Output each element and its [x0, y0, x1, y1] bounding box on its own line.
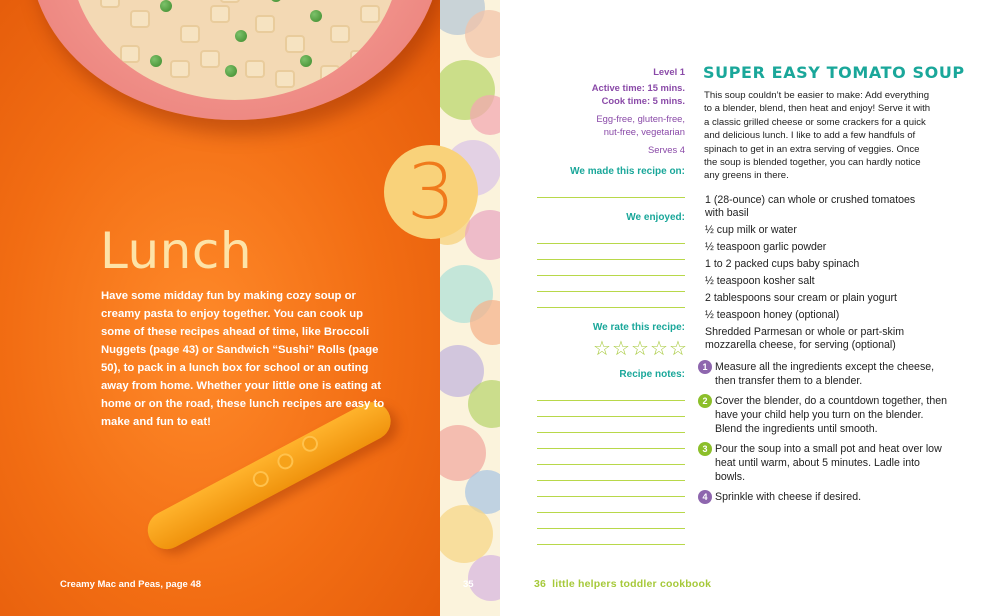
- notes-line-2: [537, 416, 685, 417]
- star-icon[interactable]: ☆: [631, 338, 648, 360]
- difficulty-level: Level 1: [653, 66, 685, 77]
- step-number-badge: 2: [698, 394, 712, 408]
- recipe-title: SUPER EASY TOMATO SOUP: [703, 63, 965, 82]
- decorative-dot-strip: [440, 0, 500, 616]
- notes-line-4: [537, 448, 685, 449]
- ingredient-item: Shredded Parmesan or whole or part-skim mozzarella cheese, for serving (optional): [705, 326, 905, 351]
- ingredient-item: 1 to 2 packed cups baby spinach: [705, 258, 860, 270]
- star-icon[interactable]: ☆: [593, 338, 610, 360]
- ingredient-item: ½ teaspoon garlic powder: [705, 241, 827, 253]
- photo-caption: Creamy Mac and Peas, page 48: [60, 579, 201, 590]
- right-page-number: 36: [534, 578, 547, 590]
- enjoyed-line-5: [537, 307, 685, 308]
- chapter-title: Lunch: [100, 222, 253, 280]
- notes-label: Recipe notes:: [619, 369, 685, 380]
- enjoyed-line-4: [537, 291, 685, 292]
- instruction-step: [698, 490, 948, 504]
- ingredient-item: ½ teaspoon honey (optional): [705, 309, 840, 321]
- made-on-label: We made this recipe on:: [570, 166, 685, 177]
- enjoyed-line-1: [537, 243, 685, 244]
- ingredient-item: ½ cup milk or water: [705, 224, 797, 236]
- enjoyed-line-2: [537, 259, 685, 260]
- step-text: Measure all the ingredients except the cheese, then transfer them to a blender.: [715, 361, 935, 387]
- ingredient-item: 1 (28-ounce) can whole or crushed tomatoes with basil: [705, 194, 916, 219]
- notes-line-10: [537, 544, 685, 545]
- made-on-line: [537, 197, 685, 198]
- recipe-meta: [515, 66, 685, 156]
- chapter-number-badge: 3: [384, 145, 478, 239]
- star-icon[interactable]: ☆: [612, 338, 629, 360]
- instruction-step: [698, 360, 948, 388]
- instruction-step: [698, 442, 948, 484]
- diet-tags-line1: Egg-free, gluten-free,: [596, 113, 685, 125]
- diet-tags-line2: nut-free, vegetarian: [603, 125, 685, 137]
- notes-line-5: [537, 464, 685, 465]
- pasta-bowl-photo: [30, 0, 440, 120]
- rate-label: We rate this recipe:: [592, 322, 685, 333]
- serves: Serves 4: [648, 144, 685, 156]
- step-number-badge: 1: [698, 360, 712, 374]
- notes-line-9: [537, 528, 685, 529]
- enjoyed-line-3: [537, 275, 685, 276]
- pasta-bowl-contents: [70, 0, 400, 100]
- instruction-list: [698, 360, 948, 510]
- left-page-number: 35: [463, 579, 474, 590]
- instruction-step: [698, 394, 948, 436]
- step-text: Pour the soup into a small pot and heat over low heat until warm, about 5 minutes. Ladle into bowls.: [715, 443, 942, 483]
- rating-stars[interactable]: [592, 336, 687, 361]
- step-number-badge: 3: [698, 442, 712, 456]
- notes-line-8: [537, 512, 685, 513]
- notes-line-7: [537, 496, 685, 497]
- book-title: little helpers toddler cookbook: [552, 578, 712, 590]
- star-icon[interactable]: ☆: [650, 338, 667, 360]
- enjoyed-label: We enjoyed:: [626, 212, 685, 223]
- chapter-intro: Have some midday fun by making cozy soup or creamy pasta to enjoy together. You can cook up some of these recipes ahead of time, like Broccoli Nuggets (page 43) or Sandwich “Sushi” Rolls (page 50), to pack in a lunch box for school or an outing away from home. Whether your little one is eating at home or on the road, these lunch recipes are easy to make and fun to eat!: [101, 290, 385, 428]
- page-footer: [534, 578, 711, 590]
- notes-line-6: [537, 480, 685, 481]
- recipe-description: This soup couldn’t be easier to make: Add everything to a blender, blend, then heat and enjoy! Serve it with a classic grilled cheese or some crackers for a quick and delicious lunch. I like to add a few handfuls of spinach to get in an extra serving of veggies. Once the soup is blended together, you can hardly notice any greens in there.: [704, 90, 931, 182]
- active-time: Active time: 15 mins.: [591, 82, 685, 94]
- ingredient-item: 2 tablespoons sour cream or plain yogurt: [705, 292, 897, 304]
- chapter-opener-page: [0, 0, 440, 616]
- cook-time: Cook time: 5 mins.: [601, 94, 685, 106]
- step-number-badge: 4: [698, 490, 712, 504]
- notes-line-1: [537, 400, 685, 401]
- step-text: Sprinkle with cheese if desired.: [715, 491, 862, 503]
- star-icon[interactable]: ☆: [669, 338, 686, 360]
- ingredient-list: [705, 194, 935, 356]
- step-text: Cover the blender, do a countdown together, then have your child help you turn on the blender. Blend the ingredients until smooth.: [715, 395, 948, 435]
- notes-line-3: [537, 432, 685, 433]
- ingredient-item: ½ teaspoon kosher salt: [705, 275, 815, 287]
